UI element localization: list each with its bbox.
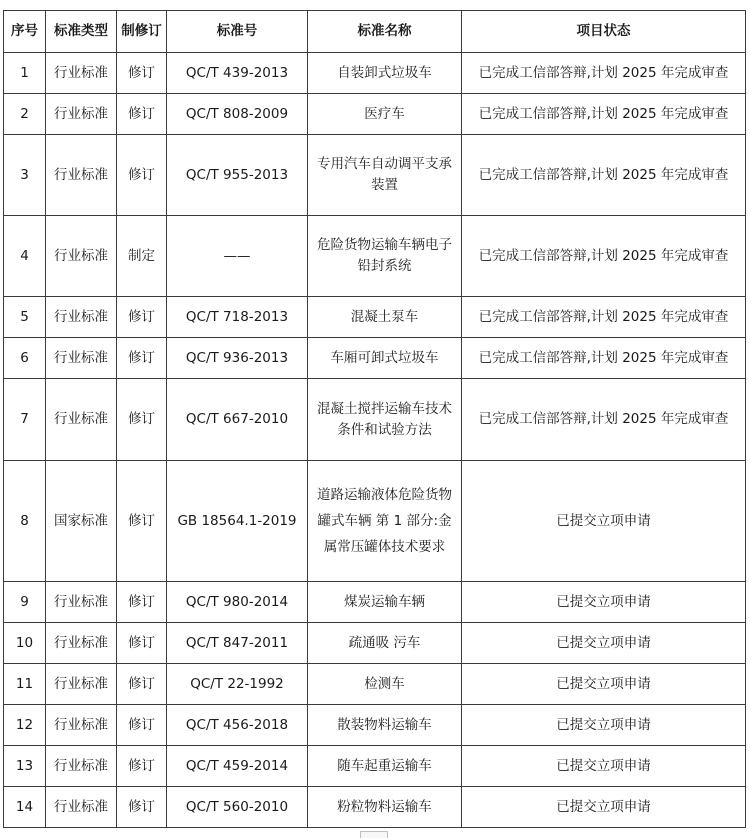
header-row [4, 11, 746, 53]
cell-name: 随车起重运输车 [308, 746, 462, 787]
cell-seq: 12 [4, 705, 46, 746]
cell-status: 已提交立项申请 [462, 705, 746, 746]
cell-code: QC/T 808-2009 [167, 94, 308, 135]
table-row [4, 582, 746, 623]
cell-status: 已完成工信部答辩,计划 2025 年完成审查 [462, 297, 746, 338]
cell-name: 自装卸式垃圾车 [308, 53, 462, 94]
table-row [4, 379, 746, 461]
cell-seq: 8 [4, 461, 46, 582]
cell-name: 车厢可卸式垃圾车 [308, 338, 462, 379]
table-row [4, 623, 746, 664]
cell-revision: 修订 [117, 297, 167, 338]
cell-seq: 9 [4, 582, 46, 623]
table-row [4, 338, 746, 379]
cell-seq: 3 [4, 135, 46, 216]
cell-code: GB 18564.1-2019 [167, 461, 308, 582]
cell-revision: 修订 [117, 705, 167, 746]
header-code: 标准号 [167, 11, 308, 53]
header-status: 项目状态 [462, 11, 746, 53]
cell-status: 已提交立项申请 [462, 664, 746, 705]
cell-name: 混凝土搅拌运输车技术条件和试验方法 [308, 379, 462, 461]
cell-code: QC/T 560-2010 [167, 787, 308, 828]
cell-revision: 制定 [117, 216, 167, 297]
cell-status: 已完成工信部答辩,计划 2025 年完成审查 [462, 135, 746, 216]
cell-type: 行业标准 [46, 582, 117, 623]
cell-status: 已完成工信部答辩,计划 2025 年完成审查 [462, 94, 746, 135]
cell-revision: 修订 [117, 787, 167, 828]
cell-code: QC/T 847-2011 [167, 623, 308, 664]
cell-status: 已完成工信部答辩,计划 2025 年完成审查 [462, 216, 746, 297]
cell-status: 已提交立项申请 [462, 582, 746, 623]
cell-seq: 5 [4, 297, 46, 338]
cell-revision: 修订 [117, 623, 167, 664]
cell-revision: 修订 [117, 379, 167, 461]
table-row [4, 461, 746, 582]
cell-name: 散装物料运输车 [308, 705, 462, 746]
cell-code: QC/T 936-2013 [167, 338, 308, 379]
cell-type: 行业标准 [46, 53, 117, 94]
table-row [4, 297, 746, 338]
cell-name: 混凝土泵车 [308, 297, 462, 338]
cell-name: 专用汽车自动调平支承装置 [308, 135, 462, 216]
cell-name: 粉粒物料运输车 [308, 787, 462, 828]
table-row [4, 53, 746, 94]
cell-type: 国家标准 [46, 461, 117, 582]
cell-code: QC/T 439-2013 [167, 53, 308, 94]
table-row [4, 216, 746, 297]
cell-type: 行业标准 [46, 94, 117, 135]
cell-code: —— [167, 216, 308, 297]
header-name: 标准名称 [308, 11, 462, 53]
cell-seq: 14 [4, 787, 46, 828]
cell-seq: 4 [4, 216, 46, 297]
cell-type: 行业标准 [46, 135, 117, 216]
cell-status: 已完成工信部答辩,计划 2025 年完成审查 [462, 379, 746, 461]
table-row [4, 787, 746, 828]
cell-revision: 修订 [117, 746, 167, 787]
cell-revision: 修订 [117, 664, 167, 705]
standards-table [3, 10, 746, 828]
cell-type: 行业标准 [46, 338, 117, 379]
cell-revision: 修订 [117, 53, 167, 94]
cell-name: 危险货物运输车辆电子铅封系统 [308, 216, 462, 297]
cell-name: 煤炭运输车辆 [308, 582, 462, 623]
cell-name: 检测车 [308, 664, 462, 705]
table-row [4, 746, 746, 787]
cell-seq: 11 [4, 664, 46, 705]
cell-status: 已提交立项申请 [462, 746, 746, 787]
table-row [4, 705, 746, 746]
cell-status: 已完成工信部答辩,计划 2025 年完成审查 [462, 53, 746, 94]
cell-revision: 修订 [117, 94, 167, 135]
cell-code: QC/T 955-2013 [167, 135, 308, 216]
cell-seq: 6 [4, 338, 46, 379]
cell-revision: 修订 [117, 461, 167, 582]
cell-revision: 修订 [117, 338, 167, 379]
cell-code: QC/T 718-2013 [167, 297, 308, 338]
cell-code: QC/T 456-2018 [167, 705, 308, 746]
cell-type: 行业标准 [46, 664, 117, 705]
header-revision: 制修订 [117, 11, 167, 53]
header-seq: 序号 [4, 11, 46, 53]
cell-code: QC/T 667-2010 [167, 379, 308, 461]
table-row [4, 135, 746, 216]
cell-code: QC/T 459-2014 [167, 746, 308, 787]
cell-revision: 修订 [117, 135, 167, 216]
cell-status: 已提交立项申请 [462, 623, 746, 664]
cell-code: QC/T 22-1992 [167, 664, 308, 705]
cell-seq: 10 [4, 623, 46, 664]
cell-type: 行业标准 [46, 297, 117, 338]
cell-seq: 7 [4, 379, 46, 461]
cell-type: 行业标准 [46, 216, 117, 297]
cell-status: 已提交立项申请 [462, 787, 746, 828]
cell-name: 医疗车 [308, 94, 462, 135]
cell-type: 行业标准 [46, 623, 117, 664]
cell-name: 道路运输液体危险货物罐式车辆 第 1 部分:金属常压罐体技术要求 [308, 461, 462, 582]
cell-revision: 修订 [117, 582, 167, 623]
cell-type: 行业标准 [46, 787, 117, 828]
table-row [4, 664, 746, 705]
cell-type: 行业标准 [46, 746, 117, 787]
cell-seq: 2 [4, 94, 46, 135]
cell-name: 疏通吸 污车 [308, 623, 462, 664]
cell-code: QC/T 980-2014 [167, 582, 308, 623]
cell-seq: 1 [4, 53, 46, 94]
cell-status: 已完成工信部答辩,计划 2025 年完成审查 [462, 338, 746, 379]
cell-status: 已提交立项申请 [462, 461, 746, 582]
cell-type: 行业标准 [46, 379, 117, 461]
table-row [4, 94, 746, 135]
header-type: 标准类型 [46, 11, 117, 53]
cell-type: 行业标准 [46, 705, 117, 746]
cell-seq: 13 [4, 746, 46, 787]
